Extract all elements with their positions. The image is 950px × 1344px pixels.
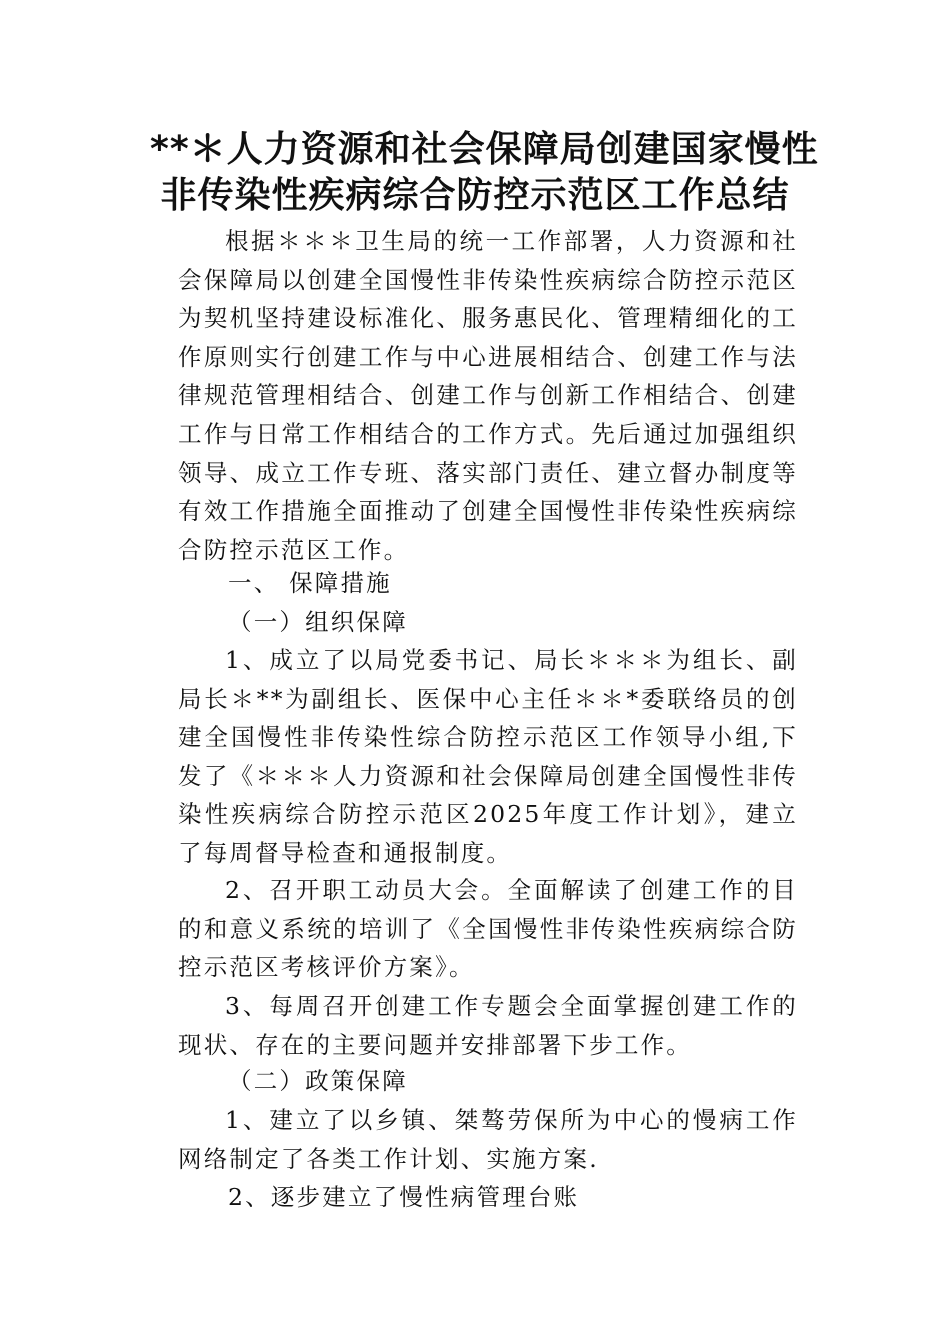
policy-item-2: 2、逐步建立了慢性病管理台账 [228, 1183, 580, 1211]
subsection-heading-organization: （一）组织保障 [228, 608, 408, 636]
organization-item-3: 3、每周召开创建工作专题会全面掌握创建工作的现状、存在的主要问题并安排部署下步工作。 [178, 992, 798, 1059]
subsection-heading-policy: （二）政策保障 [228, 1067, 408, 1095]
organization-item-2: 2、召开职工动员大会。全面解读了创建工作的目的和意义系统的培训了《全国慢性非传染性疾病综合防控示范区考核评价方案》。 [178, 876, 798, 982]
document-title-line1: **＊人力资源和社会保障局创建国家慢性 [150, 129, 819, 170]
document-title-line2: 非传染性疾病综合防控示范区工作总结 [160, 175, 790, 216]
section-heading-safeguards: 一、 保障措施 [228, 569, 392, 597]
policy-item-1: 1、建立了以乡镇、桀骜劳保所为中心的慢病工作网络制定了各类工作计划、实施方案. [178, 1106, 798, 1173]
intro-paragraph: 根据＊＊＊卫生局的统一工作部署，人力资源和社会保障局以创建全国慢性非传染性疾病综合防控示范区为契机坚持建设标准化、服务惠民化、管理精细化的工作原则实行创建工作与中心进展相结合、创建工作与法律规范管理相结合、创建工作与创新工作相结合、创建工作与日常工作相结合的工作方式。先后通过加强组织领导、成立工作专班、落实部门责任、建立督办制度等有效工作措施全面推动了创建全国慢性非传染性疾病综合防控示范区工作。 [178, 227, 798, 564]
organization-item-1: 1、成立了以局党委书记、局长＊＊＊为组长、副局长＊**为副组长、医保中心主任＊＊*委联络员的创建全国慢性非传染性综合防控示范区工作领导小组,下发了《＊＊＊人力资源和社会保障局创建全国慢性非传染性疾病综合防控示范区2025年度工作计划》，建立了每周督导检查和通报制度。 [178, 646, 798, 867]
